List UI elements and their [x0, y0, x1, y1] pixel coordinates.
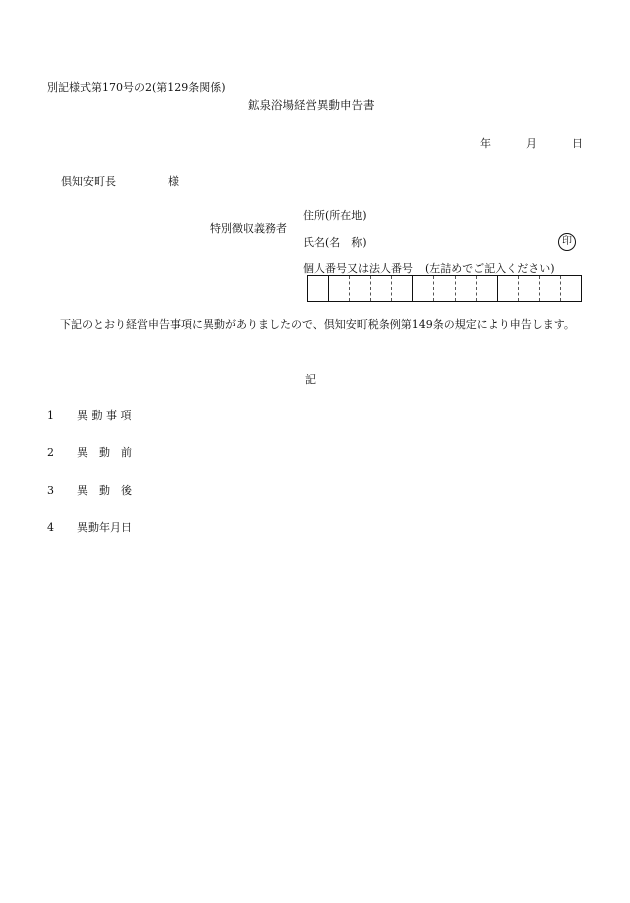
- item-label: 異動年月日: [77, 521, 132, 534]
- statement-text: 下記のとおり経営申告事項に異動がありましたので、倶知安町税条例第149条の規定により申告します。: [60, 318, 575, 331]
- form-number: 別記様式第170号の2(第129条関係): [47, 81, 226, 94]
- item-2: [47, 446, 132, 459]
- number-digit-box[interactable]: [308, 276, 328, 301]
- number-digit-box[interactable]: [391, 276, 412, 301]
- item-number: 1: [47, 409, 54, 422]
- item-label: 異 動 前: [77, 446, 132, 459]
- number-digit-box[interactable]: [518, 276, 539, 301]
- individual-number-label: [303, 262, 555, 275]
- individual-number-boxes[interactable]: [307, 275, 582, 302]
- item-label: 異 動 後: [77, 484, 132, 497]
- number-digit-box[interactable]: [328, 276, 349, 301]
- name-label: 氏名(名 称): [303, 236, 367, 249]
- item-3: [47, 484, 132, 497]
- date-year: 年: [480, 137, 491, 150]
- number-digit-box[interactable]: [412, 276, 433, 301]
- addressee-name: 倶知安町長: [61, 175, 116, 188]
- number-digit-box[interactable]: [349, 276, 370, 301]
- date-day: 日: [572, 137, 583, 150]
- number-digit-box[interactable]: [539, 276, 560, 301]
- date-line: [480, 137, 583, 150]
- document-title: 鉱泉浴場経営異動申告書: [248, 98, 375, 112]
- addressee: [61, 175, 179, 188]
- number-label: 個人番号又は法人番号: [303, 262, 413, 275]
- number-note: (左詰めでご記入ください): [425, 262, 555, 275]
- seal-icon: 印: [558, 233, 576, 251]
- date-month: 月: [526, 137, 537, 150]
- item-label: 異 動 事 項: [77, 409, 132, 422]
- applicant-role: 特別徴収義務者: [210, 222, 287, 235]
- item-number: 4: [47, 521, 54, 534]
- ki-heading: 記: [305, 373, 316, 386]
- item-1: [47, 409, 132, 422]
- number-digit-box[interactable]: [497, 276, 518, 301]
- address-label: 住所(所在地): [303, 209, 367, 222]
- addressee-honorific: 様: [168, 175, 179, 188]
- item-number: 2: [47, 446, 54, 459]
- number-digit-box[interactable]: [433, 276, 454, 301]
- item-4: [47, 521, 132, 534]
- number-digit-box[interactable]: [560, 276, 581, 301]
- number-digit-box[interactable]: [455, 276, 476, 301]
- number-digit-box[interactable]: [476, 276, 497, 301]
- item-number: 3: [47, 484, 54, 497]
- number-digit-box[interactable]: [370, 276, 391, 301]
